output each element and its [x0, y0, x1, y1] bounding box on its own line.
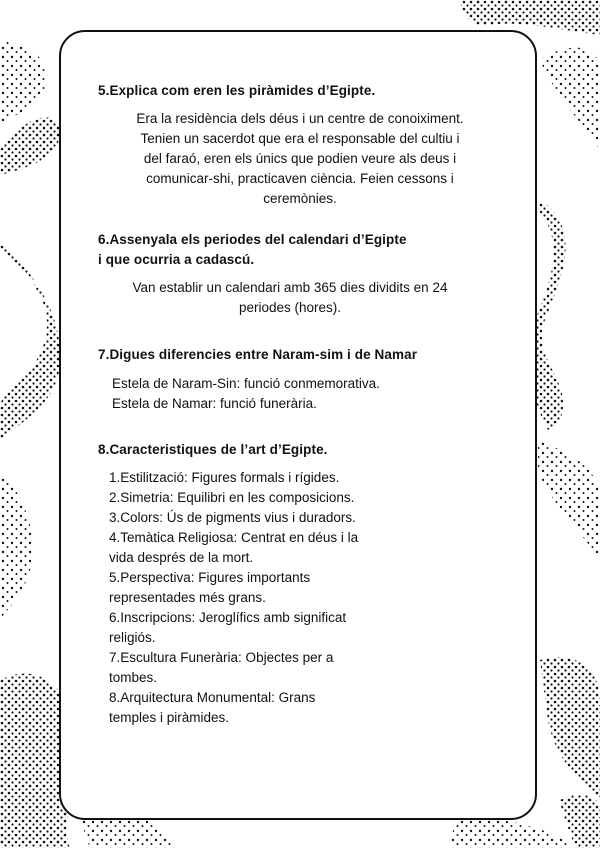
answer-line: Estela de Naram-Sin: funció conmemorativa.	[112, 376, 380, 391]
list-item: vida després de la mort.	[109, 550, 254, 565]
answer-line: del faraó, eren els únics que podien veure als deus i	[143, 151, 457, 166]
question-line: 6.Assenyala els periodes del calendari d’Egipte	[98, 232, 407, 247]
answer-line: comunicar-shi, practicaven ciència. Feien cessons i	[146, 171, 454, 186]
answer-7-text	[112, 374, 380, 414]
list-item: 7.Escultura Funerària: Objectes per a	[109, 650, 334, 665]
list-item: 8.Arquitectura Monumental: Grans	[109, 690, 316, 705]
question-8-heading: 8.Caracteristiques de l’art d’Egipte.	[98, 442, 328, 457]
list-item: 3.Colors: Ús de pigments vius i duradors.	[109, 510, 356, 525]
list-item: tombes.	[109, 670, 158, 685]
list-item: religiós.	[109, 630, 156, 645]
list-item: representades més grans.	[109, 590, 266, 605]
answer-line: Van establir un calendari amb 365 dies dividits en 24	[132, 280, 448, 295]
answer-8-list	[109, 468, 358, 728]
answer-line: ceremònies.	[263, 191, 337, 206]
answer-line: periodes (hores).	[238, 300, 342, 315]
question-line: i que ocurria a cadascú.	[98, 252, 255, 267]
question-7-heading: 7.Digues diferencies entre Naram-sim i de Namar	[98, 347, 418, 362]
list-item: temples i piràmides.	[109, 710, 230, 725]
list-item: 5.Perspectiva: Figures importants	[109, 570, 311, 585]
answer-5-text	[100, 109, 500, 209]
answer-line: Estela de Namar: funció funerària.	[112, 396, 317, 411]
answer-line: Era la residència dels déus i un centre de conoiximent.	[136, 111, 464, 126]
list-item: 2.Simetria: Equilibri en les composicions.	[109, 490, 355, 505]
question-5-heading: 5.Explica com eren les piràmides d’Egipte.	[98, 83, 376, 98]
question-6-heading	[98, 230, 407, 270]
list-item: 6.Inscripcions: Jeroglífics amb significat	[109, 610, 347, 625]
list-item: 4.Temàtica Religiosa: Centrat en déus i la	[109, 530, 359, 545]
answer-6-text	[90, 278, 490, 318]
answer-line: Tenien un sacerdot que era el responsable del cultiu i	[140, 131, 460, 146]
list-item: 1.Estilització: Figures formals i rígides.	[109, 470, 340, 485]
